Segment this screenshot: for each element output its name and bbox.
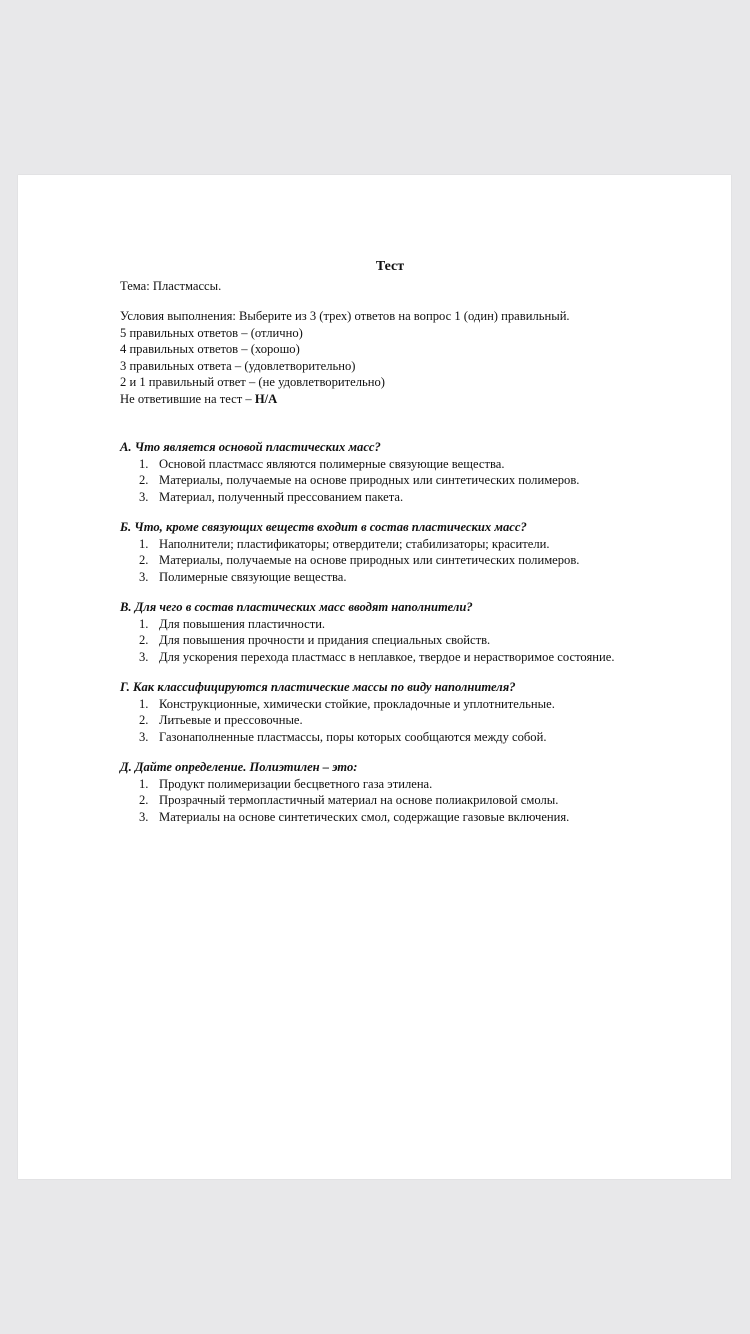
answer-option: 1. Наполнители; пластификаторы; отвердители; стабилизаторы; красители. <box>139 536 550 551</box>
answer-option: 2. Материалы, получаемые на основе природных или синтетических полимеров. <box>139 553 580 567</box>
grade-line: 4 правильных ответов – (хорошо) <box>120 342 300 356</box>
answer-option: 1. Продукт полимеризации бесцветного газа этилена. <box>139 776 433 791</box>
answer-option: 1. Конструкционные, химически стойкие, прокладочные и уплотнительные. <box>139 696 555 711</box>
no-answer-mark: Н/А <box>254 391 278 406</box>
question-a: А. Что является основой пластических масс? <box>120 440 381 454</box>
question-b: Б. Что, кроме связующих веществ входит в состав пластических масс? <box>120 520 527 534</box>
document-title: Тест <box>375 259 405 274</box>
grade-line: 2 и 1 правильный ответ – (не удовлетворительно) <box>120 375 385 389</box>
conditions-line: Условия выполнения: Выберите из 3 (трех) ответов на вопрос 1 (один) правильный. <box>120 309 570 323</box>
answer-option: 2. Для повышения прочности и придания специальных свойств. <box>139 633 491 647</box>
topic-line: Тема: Пластмассы. <box>120 278 222 293</box>
answer-list-d <box>120 776 660 826</box>
question-g: Г. Как классифицируются пластические массы по виду наполнителя? <box>120 680 516 694</box>
answer-option: 2. Литьевые и прессовочные. <box>139 713 303 727</box>
answer-option: 1. Основой пластмасс являются полимерные связующие вещества. <box>139 456 505 471</box>
question-d: Д. Дайте определение. Полиэтилен – это: <box>120 760 358 774</box>
answer-option: 3. Материалы на основе синтетических смол, содержащие газовые включения. <box>139 809 570 824</box>
grade-line: 5 правильных ответов – (отлично) <box>120 325 303 340</box>
no-answer-line <box>120 391 660 408</box>
answer-option: 3. Газонаполненные пластмассы, поры которых сообщаются между собой. <box>139 729 547 744</box>
answer-option: 3. Для ускорения перехода пластмасс в неплавкое, твердое и нерастворимое состояние. <box>139 649 615 664</box>
grade-line: 3 правильных ответа – (удовлетворительно) <box>120 358 356 373</box>
no-answer-prefix: Не ответившие на тест – <box>120 391 255 406</box>
answer-option: 2. Материалы, получаемые на основе природных или синтетических полимеров. <box>139 473 580 487</box>
answer-option: 1. Для повышения пластичности. <box>139 616 326 631</box>
answer-list-v <box>120 616 660 666</box>
answer-option: 3. Полимерные связующие вещества. <box>139 569 347 584</box>
answer-option: 2. Прозрачный термопластичный материал на основе полиакриловой смолы. <box>139 793 559 807</box>
question-v: В. Для чего в состав пластических масс вводят наполнители? <box>120 600 473 614</box>
answer-list-g <box>120 696 660 746</box>
document-page <box>18 175 731 1179</box>
answer-list-b <box>120 536 660 586</box>
document-content <box>120 259 660 839</box>
answer-list-a <box>120 456 660 506</box>
answer-option: 3. Материал, полученный прессованием пакета. <box>139 489 404 504</box>
